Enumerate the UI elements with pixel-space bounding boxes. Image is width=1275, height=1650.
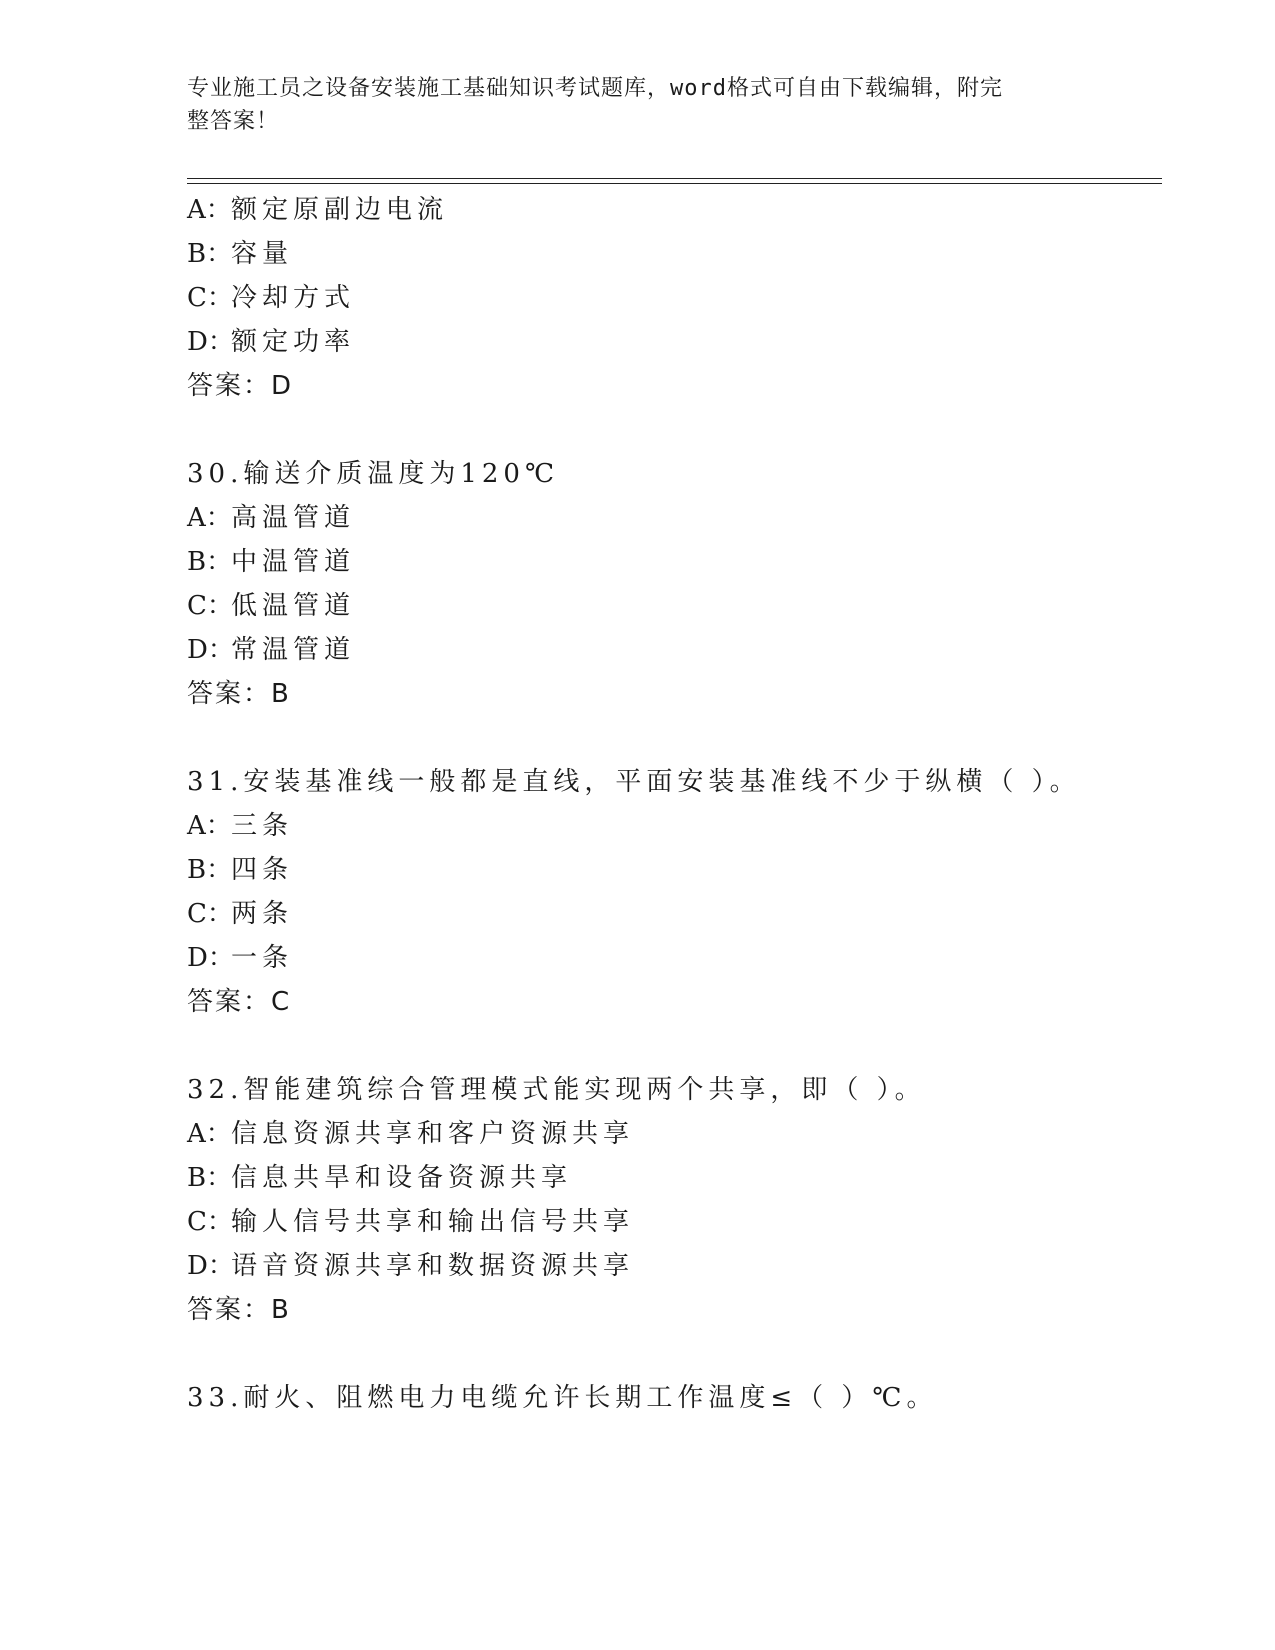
q30-stem: 30.输送介质温度为120℃ (187, 459, 560, 489)
q31-option-c: C：两条 (187, 899, 294, 929)
header-line-2: 整答案！ (187, 109, 280, 134)
q29-option-b: B：容量 (187, 239, 294, 269)
q32-stem: 32.智能建筑综合管理模式能实现两个共享，即（ ）。 (187, 1075, 926, 1105)
q29-option-d: D：额定功率 (187, 327, 356, 357)
q30-answer: 答案：B (187, 679, 291, 709)
q32-option-a: A：信息资源共享和客户资源共享 (187, 1119, 635, 1149)
q29-option-a: A：额定原副边电流 (187, 195, 449, 225)
q32-option-c: C：输人信号共享和输出信号共享 (187, 1207, 635, 1237)
q31-option-d: D：一条 (187, 943, 294, 973)
document-header (187, 72, 1067, 138)
q32-option-d: D：语音资源共享和数据资源共享 (187, 1251, 635, 1281)
q30-option-c: C：低温管道 (187, 591, 356, 621)
q32-answer: 答案：B (187, 1295, 291, 1325)
q31-stem: 31.安装基准线一般都是直线，平面安装基准线不少于纵横（ ）。 (187, 767, 1081, 797)
header-divider-top (187, 178, 1162, 179)
q30-option-a: A：高温管道 (187, 503, 356, 533)
header-line-1: 专业施工员之设备安装施工基础知识考试题库，word格式可自由下载编辑，附完 (187, 76, 1003, 101)
q29-answer: 答案：D (187, 371, 294, 401)
header-divider-bottom (187, 183, 1162, 184)
q31-answer: 答案：C (187, 987, 292, 1017)
q31-option-a: A：三条 (187, 811, 294, 841)
q31-option-b: B：四条 (187, 855, 294, 885)
q30-option-d: D：常温管道 (187, 635, 356, 665)
q32-option-b: B：信息共旱和设备资源共享 (187, 1163, 573, 1193)
q33-stem: 33.耐火、阻燃电力电缆允许长期工作温度≤（ ）℃。 (187, 1383, 938, 1413)
q30-option-b: B：中温管道 (187, 547, 356, 577)
q29-option-c: C：冷却方式 (187, 283, 356, 313)
